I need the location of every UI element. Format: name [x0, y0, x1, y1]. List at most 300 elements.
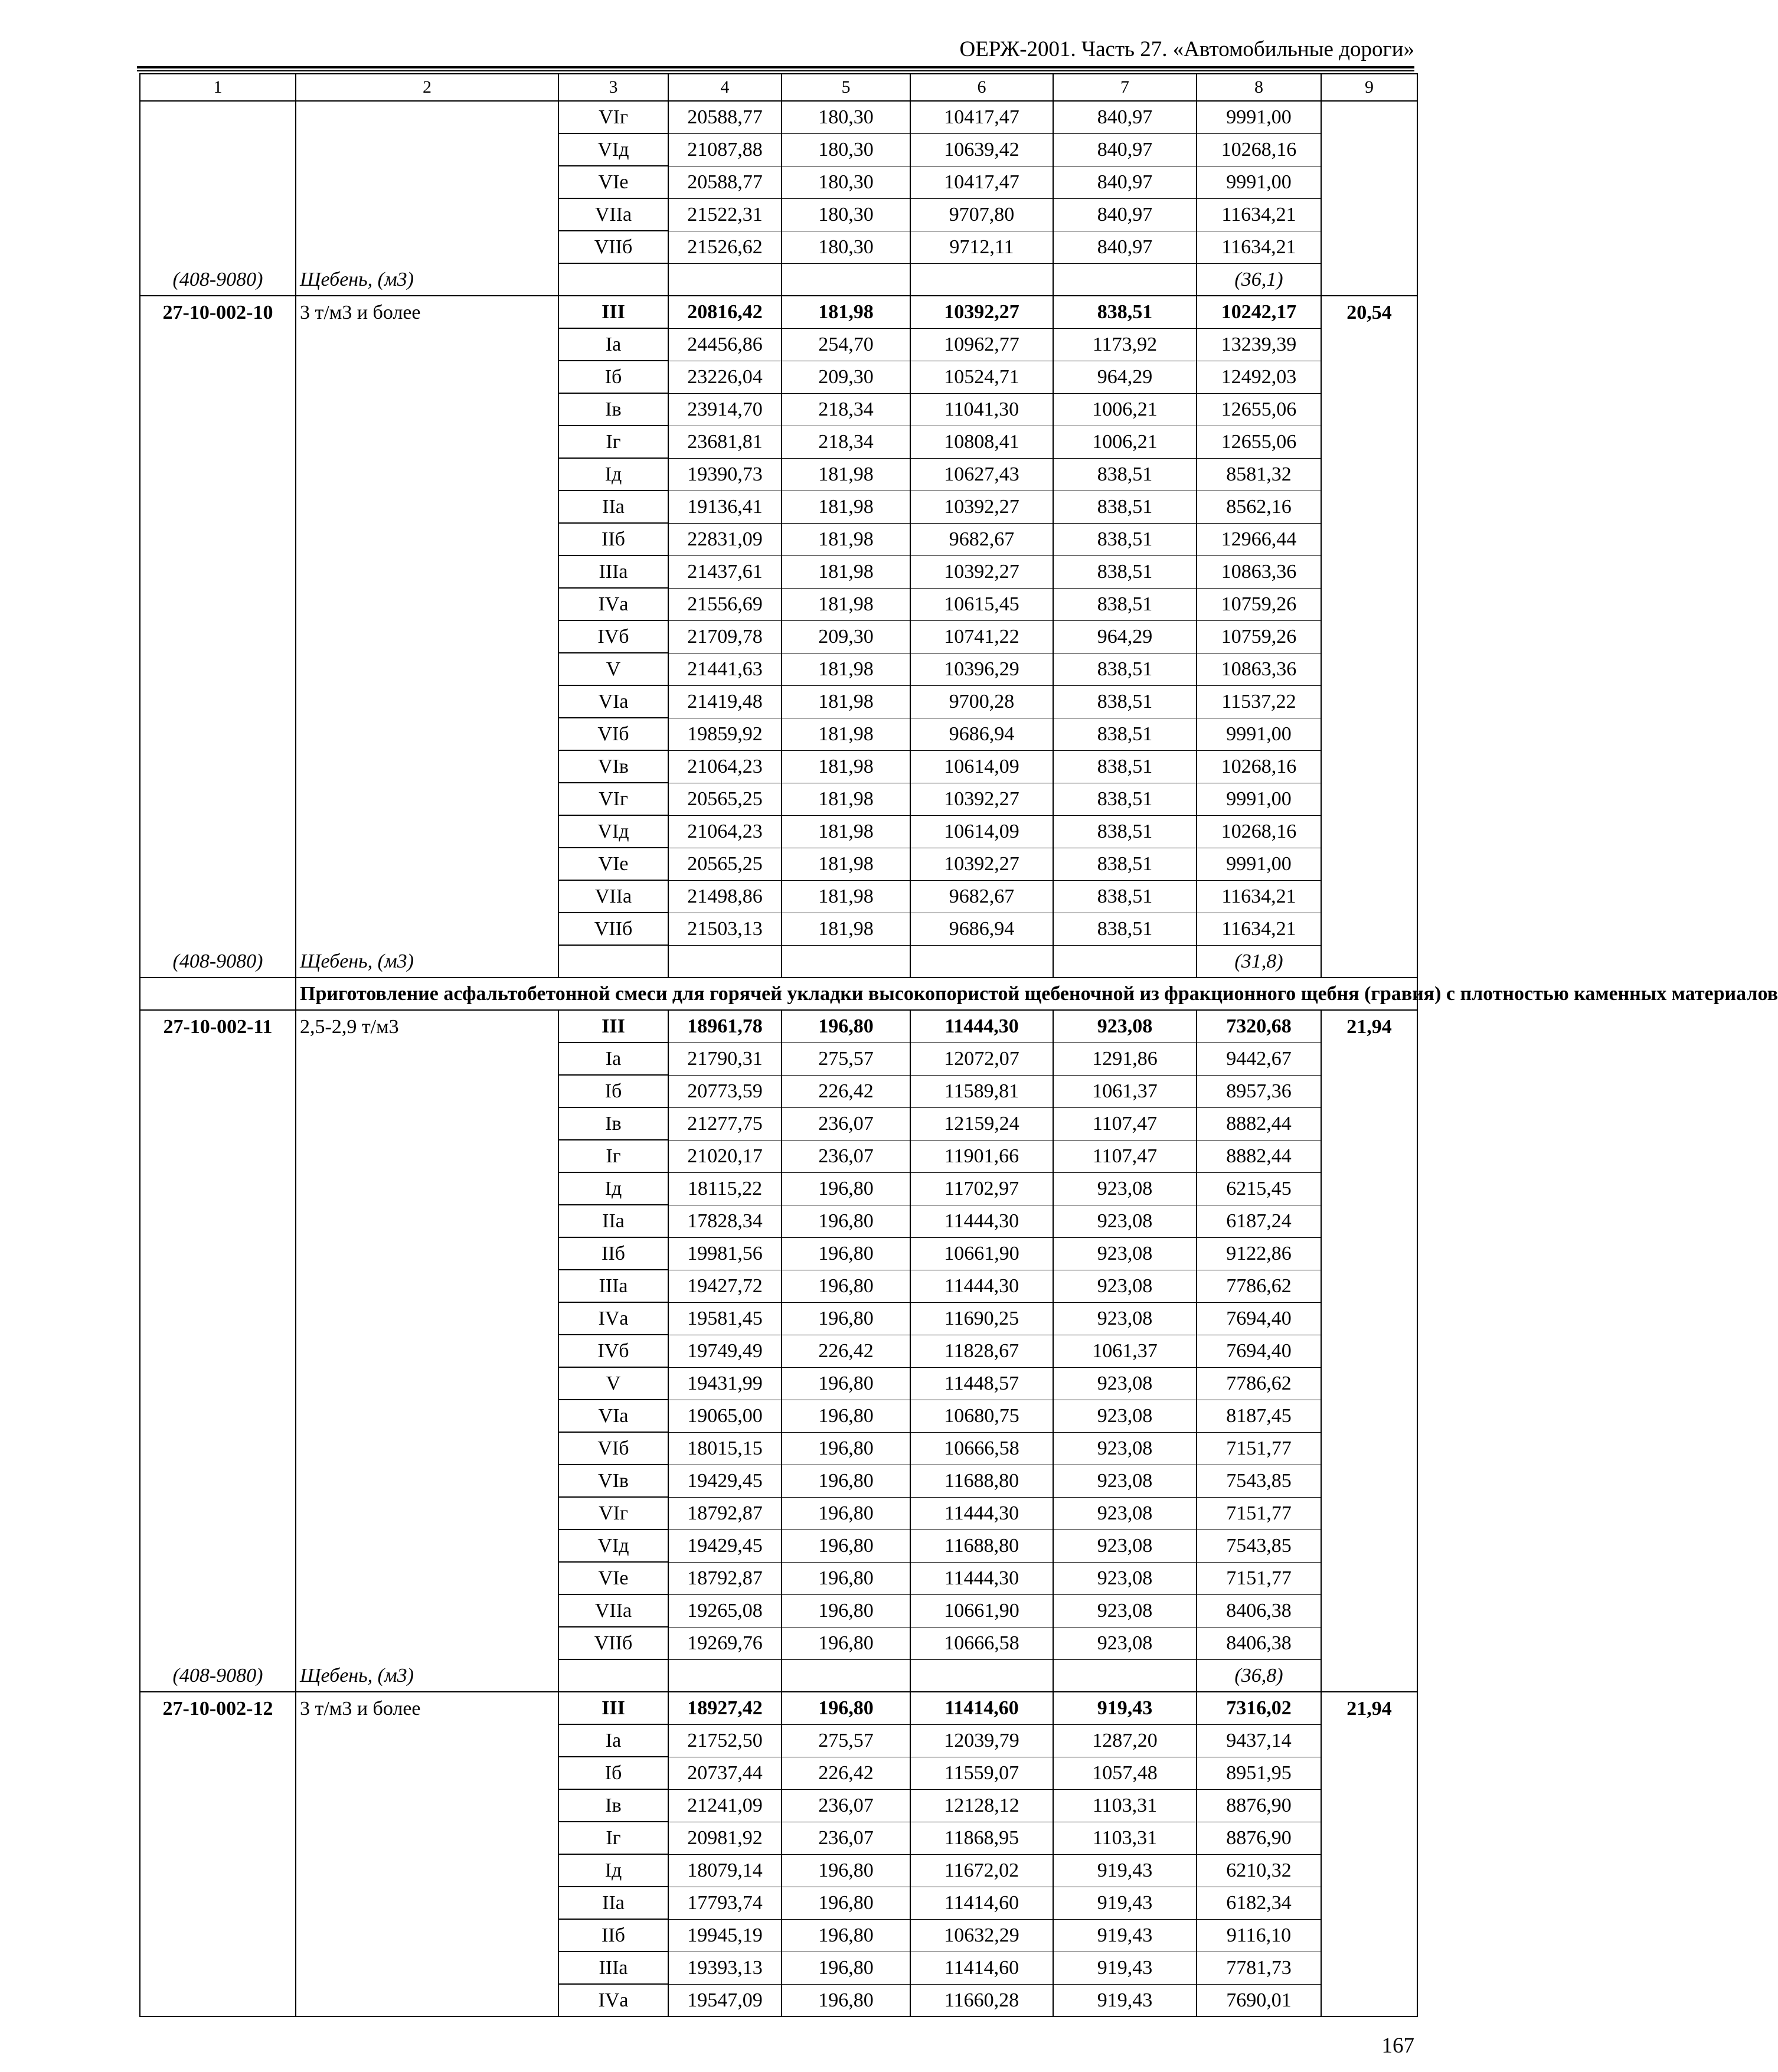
materials-cost: 12966,44 [1197, 523, 1321, 555]
rates-table-body [140, 74, 1778, 2017]
empty-cell [140, 1724, 296, 1757]
empty-cell [296, 653, 558, 685]
wages: 181,98 [782, 523, 910, 555]
machine-cost: 10661,90 [910, 1594, 1053, 1627]
empty-cell [1321, 1140, 1417, 1172]
materials-cost: 7151,77 [1197, 1497, 1321, 1530]
machine-cost: 10962,77 [910, 328, 1053, 361]
wages: 181,98 [782, 913, 910, 945]
zone-cell: VIа [558, 1400, 668, 1432]
materials-cost: 8951,95 [1197, 1757, 1321, 1789]
materials-cost: 9991,00 [1197, 718, 1321, 750]
empty-cell [140, 685, 296, 718]
wages: 226,42 [782, 1335, 910, 1367]
empty-cell [140, 523, 296, 555]
machinist-wages: 1107,47 [1053, 1140, 1197, 1172]
table-row [140, 101, 1417, 133]
zone-cell: Iв [558, 1107, 668, 1140]
empty-cell [140, 1270, 296, 1302]
rate-head-row [140, 1010, 1417, 1042]
empty-cell [296, 1270, 558, 1302]
total-cost: 21241,09 [668, 1789, 782, 1822]
empty-cell [296, 1465, 558, 1497]
materials-cost: 7690,01 [1197, 1984, 1321, 2017]
header-rule [137, 66, 1414, 68]
machinist-wages: 919,43 [1053, 1919, 1197, 1952]
empty-cell [1321, 1237, 1417, 1270]
machine-cost: 11660,28 [910, 1984, 1053, 2017]
empty-cell [296, 426, 558, 458]
total-cost: 19269,76 [668, 1627, 782, 1659]
machine-cost: 11828,67 [910, 1335, 1053, 1367]
total-cost: 19429,45 [668, 1530, 782, 1562]
empty-cell [296, 1140, 558, 1172]
table-row [140, 1205, 1417, 1237]
empty-cell [1321, 263, 1417, 296]
materials-cost: 7694,40 [1197, 1302, 1321, 1335]
total-cost: 19390,73 [668, 458, 782, 491]
column-number: 7 [1053, 74, 1197, 101]
empty-cell [140, 1172, 296, 1205]
empty-cell [140, 101, 296, 133]
machinist-wages: 923,08 [1053, 1367, 1197, 1400]
material-name: Щебень, (м3) [296, 1659, 558, 1692]
machine-cost: 10614,09 [910, 815, 1053, 848]
machinist-wages: 964,29 [1053, 361, 1197, 393]
total-cost: 21064,23 [668, 815, 782, 848]
empty-cell [140, 133, 296, 166]
material-name: Щебень, (м3) [296, 263, 558, 296]
empty-cell [296, 913, 558, 945]
wages: 181,98 [782, 718, 910, 750]
empty-cell [140, 328, 296, 361]
empty-cell [1321, 1172, 1417, 1205]
machinist-wages: 838,51 [1053, 783, 1197, 815]
empty-cell [1321, 361, 1417, 393]
empty-cell [140, 555, 296, 588]
empty-cell [1321, 198, 1417, 231]
machine-cost: 12072,07 [910, 1042, 1053, 1075]
empty-cell [140, 1140, 296, 1172]
empty-cell [140, 198, 296, 231]
wages: 180,30 [782, 133, 910, 166]
empty-cell [296, 1432, 558, 1465]
zone-cell: IIIа [558, 555, 668, 588]
empty-cell [1321, 1854, 1417, 1887]
zone-cell: VIд [558, 133, 668, 166]
table-row [140, 1075, 1417, 1107]
total-cost: 21419,48 [668, 685, 782, 718]
empty-cell [140, 1562, 296, 1594]
materials-cost: 11634,21 [1197, 231, 1321, 263]
machine-cost: 10392,27 [910, 783, 1053, 815]
materials-cost: 10268,16 [1197, 133, 1321, 166]
zone-cell: III [558, 296, 668, 328]
zone-cell: IVб [558, 620, 668, 653]
machine-cost: 10808,41 [910, 426, 1053, 458]
empty-cell [296, 1984, 558, 2017]
materials-cost: 8187,45 [1197, 1400, 1321, 1432]
wages: 196,80 [782, 1952, 910, 1984]
column-number: 4 [668, 74, 782, 101]
wages: 226,42 [782, 1757, 910, 1789]
header-rule-thin [137, 70, 1414, 71]
total-cost: 21020,17 [668, 1140, 782, 1172]
labor-cost: 21,94 [1321, 1692, 1417, 1724]
empty-cell [140, 1627, 296, 1659]
machinist-wages: 840,97 [1053, 166, 1197, 198]
table-row [140, 1952, 1417, 1984]
wages: 196,80 [782, 1984, 910, 2017]
total-cost: 21277,75 [668, 1107, 782, 1140]
zone-cell: VIа [558, 685, 668, 718]
table-row [140, 848, 1417, 880]
empty-cell [140, 1465, 296, 1497]
machine-cost: 10417,47 [910, 166, 1053, 198]
machinist-wages: 840,97 [1053, 133, 1197, 166]
materials-cost: 9122,86 [1197, 1237, 1321, 1270]
empty-cell [140, 1432, 296, 1465]
table-row [140, 913, 1417, 945]
machine-cost: 10741,22 [910, 620, 1053, 653]
machine-cost: 11444,30 [910, 1270, 1053, 1302]
materials-cost: 8876,90 [1197, 1789, 1321, 1822]
materials-cost: 6187,24 [1197, 1205, 1321, 1237]
total-cost: 18792,87 [668, 1497, 782, 1530]
materials-cost: 7151,77 [1197, 1562, 1321, 1594]
materials-cost: 7781,73 [1197, 1952, 1321, 1984]
table-row [140, 361, 1417, 393]
material-code: (408-9080) [140, 945, 296, 978]
table-row [140, 328, 1417, 361]
machinist-wages: 923,08 [1053, 1627, 1197, 1659]
zone-cell: IVа [558, 588, 668, 620]
zone-cell: Iб [558, 1757, 668, 1789]
empty-cell [296, 1724, 558, 1757]
total-cost: 20773,59 [668, 1075, 782, 1107]
machinist-wages: 923,08 [1053, 1465, 1197, 1497]
materials-cost: 10268,16 [1197, 815, 1321, 848]
total-cost: 21064,23 [668, 750, 782, 783]
empty-cell [140, 913, 296, 945]
empty-cell [1321, 1919, 1417, 1952]
total-cost: 20565,25 [668, 848, 782, 880]
material-code: (408-9080) [140, 1659, 296, 1692]
empty-cell [296, 328, 558, 361]
wages: 275,57 [782, 1042, 910, 1075]
rate-description: 3 т/м3 и более [296, 1692, 558, 1724]
zone-cell: IIб [558, 1237, 668, 1270]
empty-cell [296, 361, 558, 393]
materials-cost: 8876,90 [1197, 1822, 1321, 1854]
empty-cell [668, 263, 782, 296]
empty-cell [910, 945, 1053, 978]
machinist-wages: 1291,86 [1053, 1042, 1197, 1075]
zone-cell: V [558, 653, 668, 685]
empty-cell [1321, 1042, 1417, 1075]
zone-cell: IVа [558, 1302, 668, 1335]
machine-cost: 10392,27 [910, 296, 1053, 328]
labor-cost: 21,94 [1321, 1010, 1417, 1042]
zone-cell: Iа [558, 1042, 668, 1075]
machine-cost: 12159,24 [910, 1107, 1053, 1140]
wages: 196,80 [782, 1400, 910, 1432]
empty-cell [140, 653, 296, 685]
empty-cell [782, 263, 910, 296]
total-cost: 19547,09 [668, 1984, 782, 2017]
table-row [140, 653, 1417, 685]
materials-cost: 12655,06 [1197, 393, 1321, 426]
column-number: 1 [140, 74, 296, 101]
machine-cost: 11690,25 [910, 1302, 1053, 1335]
machinist-wages: 923,08 [1053, 1172, 1197, 1205]
empty-cell [1321, 1335, 1417, 1367]
zone-cell: III [558, 1010, 668, 1042]
materials-cost: 11634,21 [1197, 198, 1321, 231]
machine-cost: 12128,12 [910, 1789, 1053, 1822]
empty-cell [1321, 1822, 1417, 1854]
machinist-wages: 923,08 [1053, 1594, 1197, 1627]
empty-cell [140, 1822, 296, 1854]
empty-cell [1321, 523, 1417, 555]
table-row [140, 523, 1417, 555]
empty-cell [296, 1757, 558, 1789]
zone-cell: Iв [558, 393, 668, 426]
materials-cost: 11634,21 [1197, 880, 1321, 913]
total-cost: 21556,69 [668, 588, 782, 620]
empty-cell [296, 880, 558, 913]
empty-cell [296, 1400, 558, 1432]
empty-cell [1053, 263, 1197, 296]
table-row [140, 1107, 1417, 1140]
empty-cell [1321, 1205, 1417, 1237]
machine-cost: 11414,60 [910, 1952, 1053, 1984]
empty-cell [1321, 328, 1417, 361]
machinist-wages: 840,97 [1053, 101, 1197, 133]
wages: 275,57 [782, 1724, 910, 1757]
empty-cell [1321, 653, 1417, 685]
total-cost: 21709,78 [668, 620, 782, 653]
machine-cost: 11041,30 [910, 393, 1053, 426]
machine-cost: 10615,45 [910, 588, 1053, 620]
total-cost: 19429,45 [668, 1465, 782, 1497]
caption-spacer [140, 978, 296, 1010]
zone-cell: VIд [558, 815, 668, 848]
zone-cell: III [558, 1692, 668, 1724]
machine-cost: 11559,07 [910, 1757, 1053, 1789]
machinist-wages: 919,43 [1053, 1952, 1197, 1984]
machinist-wages: 1287,20 [1053, 1724, 1197, 1757]
page-number: 167 [1381, 2034, 1414, 2058]
machinist-wages: 840,97 [1053, 231, 1197, 263]
labor-cost: 20,54 [1321, 296, 1417, 328]
rate-head-row [140, 296, 1417, 328]
total-cost: 17793,74 [668, 1887, 782, 1919]
column-number: 2 [296, 74, 558, 101]
empty-cell [296, 750, 558, 783]
machinist-wages: 838,51 [1053, 913, 1197, 945]
rate-code: 27-10-002-10 [140, 296, 296, 328]
total-cost: 19581,45 [668, 1302, 782, 1335]
materials-cost: 8957,36 [1197, 1075, 1321, 1107]
machine-cost: 11901,66 [910, 1140, 1053, 1172]
total-cost: 21752,50 [668, 1724, 782, 1757]
wages: 196,80 [782, 1237, 910, 1270]
rate-head-row [140, 1692, 1417, 1724]
zone-cell: Iв [558, 1789, 668, 1822]
materials-cost: 8581,32 [1197, 458, 1321, 491]
wages: 236,07 [782, 1140, 910, 1172]
materials-cost: 12492,03 [1197, 361, 1321, 393]
materials-cost: 10863,36 [1197, 653, 1321, 685]
empty-cell [1321, 783, 1417, 815]
wages: 181,98 [782, 750, 910, 783]
machine-cost: 11702,97 [910, 1172, 1053, 1205]
total-cost: 23681,81 [668, 426, 782, 458]
zone-cell: VIб [558, 1432, 668, 1465]
zone-cell: Iг [558, 1140, 668, 1172]
total-cost: 21437,61 [668, 555, 782, 588]
empty-cell [140, 1497, 296, 1530]
empty-cell [296, 1854, 558, 1887]
table-row [140, 1984, 1417, 2017]
machinist-wages: 923,08 [1053, 1270, 1197, 1302]
empty-cell [140, 1237, 296, 1270]
empty-cell [140, 426, 296, 458]
empty-cell [140, 1789, 296, 1822]
empty-cell [910, 263, 1053, 296]
materials-cost: 8882,44 [1197, 1107, 1321, 1140]
materials-cost: 7786,62 [1197, 1367, 1321, 1400]
materials-cost: 11537,22 [1197, 685, 1321, 718]
materials-cost: 10759,26 [1197, 588, 1321, 620]
wages: 209,30 [782, 361, 910, 393]
materials-cost: 10242,17 [1197, 296, 1321, 328]
empty-cell [1321, 166, 1417, 198]
empty-cell [140, 718, 296, 750]
total-cost: 18792,87 [668, 1562, 782, 1594]
material-quantity: (31,8) [1197, 945, 1321, 978]
empty-cell [140, 815, 296, 848]
empty-cell [140, 1919, 296, 1952]
materials-cost: 9437,14 [1197, 1724, 1321, 1757]
machine-cost: 12039,79 [910, 1724, 1053, 1757]
wages: 209,30 [782, 620, 910, 653]
total-cost: 18961,78 [668, 1010, 782, 1042]
machinist-wages: 838,51 [1053, 750, 1197, 783]
zone-cell: VIг [558, 101, 668, 133]
table-row [140, 1432, 1417, 1465]
empty-cell [1321, 685, 1417, 718]
table-row [140, 1042, 1417, 1075]
machine-cost: 10639,42 [910, 133, 1053, 166]
machine-cost: 9700,28 [910, 685, 1053, 718]
machinist-wages: 1061,37 [1053, 1335, 1197, 1367]
wages: 180,30 [782, 101, 910, 133]
rate-description: 3 т/м3 и более [296, 296, 558, 328]
wages: 196,80 [782, 1919, 910, 1952]
wages: 196,80 [782, 1497, 910, 1530]
empty-cell [1321, 555, 1417, 588]
zone-cell: VIе [558, 166, 668, 198]
empty-cell [140, 880, 296, 913]
total-cost: 21526,62 [668, 231, 782, 263]
materials-cost: 12655,06 [1197, 426, 1321, 458]
empty-cell [140, 1854, 296, 1887]
wages: 196,80 [782, 1854, 910, 1887]
empty-cell [1321, 1984, 1417, 2017]
total-cost: 18079,14 [668, 1854, 782, 1887]
machinist-wages: 838,51 [1053, 588, 1197, 620]
machine-cost: 11444,30 [910, 1205, 1053, 1237]
wages: 236,07 [782, 1107, 910, 1140]
materials-cost: 13239,39 [1197, 328, 1321, 361]
empty-cell [1321, 913, 1417, 945]
empty-cell [140, 620, 296, 653]
empty-cell [140, 166, 296, 198]
wages: 196,80 [782, 1270, 910, 1302]
empty-cell [1321, 1757, 1417, 1789]
table-row [140, 426, 1417, 458]
zone-cell: Iг [558, 426, 668, 458]
zone-cell: Iб [558, 361, 668, 393]
total-cost: 21441,63 [668, 653, 782, 685]
machine-cost: 10661,90 [910, 1237, 1053, 1270]
empty-cell [140, 1302, 296, 1335]
empty-cell [1321, 1594, 1417, 1627]
table-row [140, 685, 1417, 718]
wages: 180,30 [782, 231, 910, 263]
wages: 181,98 [782, 880, 910, 913]
table-row [140, 133, 1417, 166]
machinist-wages: 923,08 [1053, 1400, 1197, 1432]
wages: 196,80 [782, 1530, 910, 1562]
column-number: 3 [558, 74, 668, 101]
machinist-wages: 919,43 [1053, 1854, 1197, 1887]
total-cost: 21522,31 [668, 198, 782, 231]
empty-cell [1321, 945, 1417, 978]
empty-cell [296, 718, 558, 750]
zone-cell: VIб [558, 718, 668, 750]
wages: 196,80 [782, 1367, 910, 1400]
material-row [140, 1659, 1417, 1692]
table-row [140, 1854, 1417, 1887]
machine-cost: 9682,67 [910, 880, 1053, 913]
empty-cell [140, 361, 296, 393]
table-row [140, 620, 1417, 653]
empty-cell [140, 1594, 296, 1627]
empty-cell [558, 945, 668, 978]
total-cost: 20565,25 [668, 783, 782, 815]
machinist-wages: 919,43 [1053, 1887, 1197, 1919]
empty-cell [1321, 1497, 1417, 1530]
zone-cell: Iд [558, 458, 668, 491]
total-cost: 22831,09 [668, 523, 782, 555]
table-row [140, 1465, 1417, 1497]
total-cost: 19981,56 [668, 1237, 782, 1270]
empty-cell [1321, 1530, 1417, 1562]
empty-cell [140, 1367, 296, 1400]
machine-cost: 11444,30 [910, 1497, 1053, 1530]
empty-cell [1321, 1302, 1417, 1335]
empty-cell [782, 945, 910, 978]
column-number: 5 [782, 74, 910, 101]
wages: 181,98 [782, 815, 910, 848]
empty-cell [296, 523, 558, 555]
table-row [140, 1594, 1417, 1627]
zone-cell: IIа [558, 1205, 668, 1237]
table-row [140, 1627, 1417, 1659]
